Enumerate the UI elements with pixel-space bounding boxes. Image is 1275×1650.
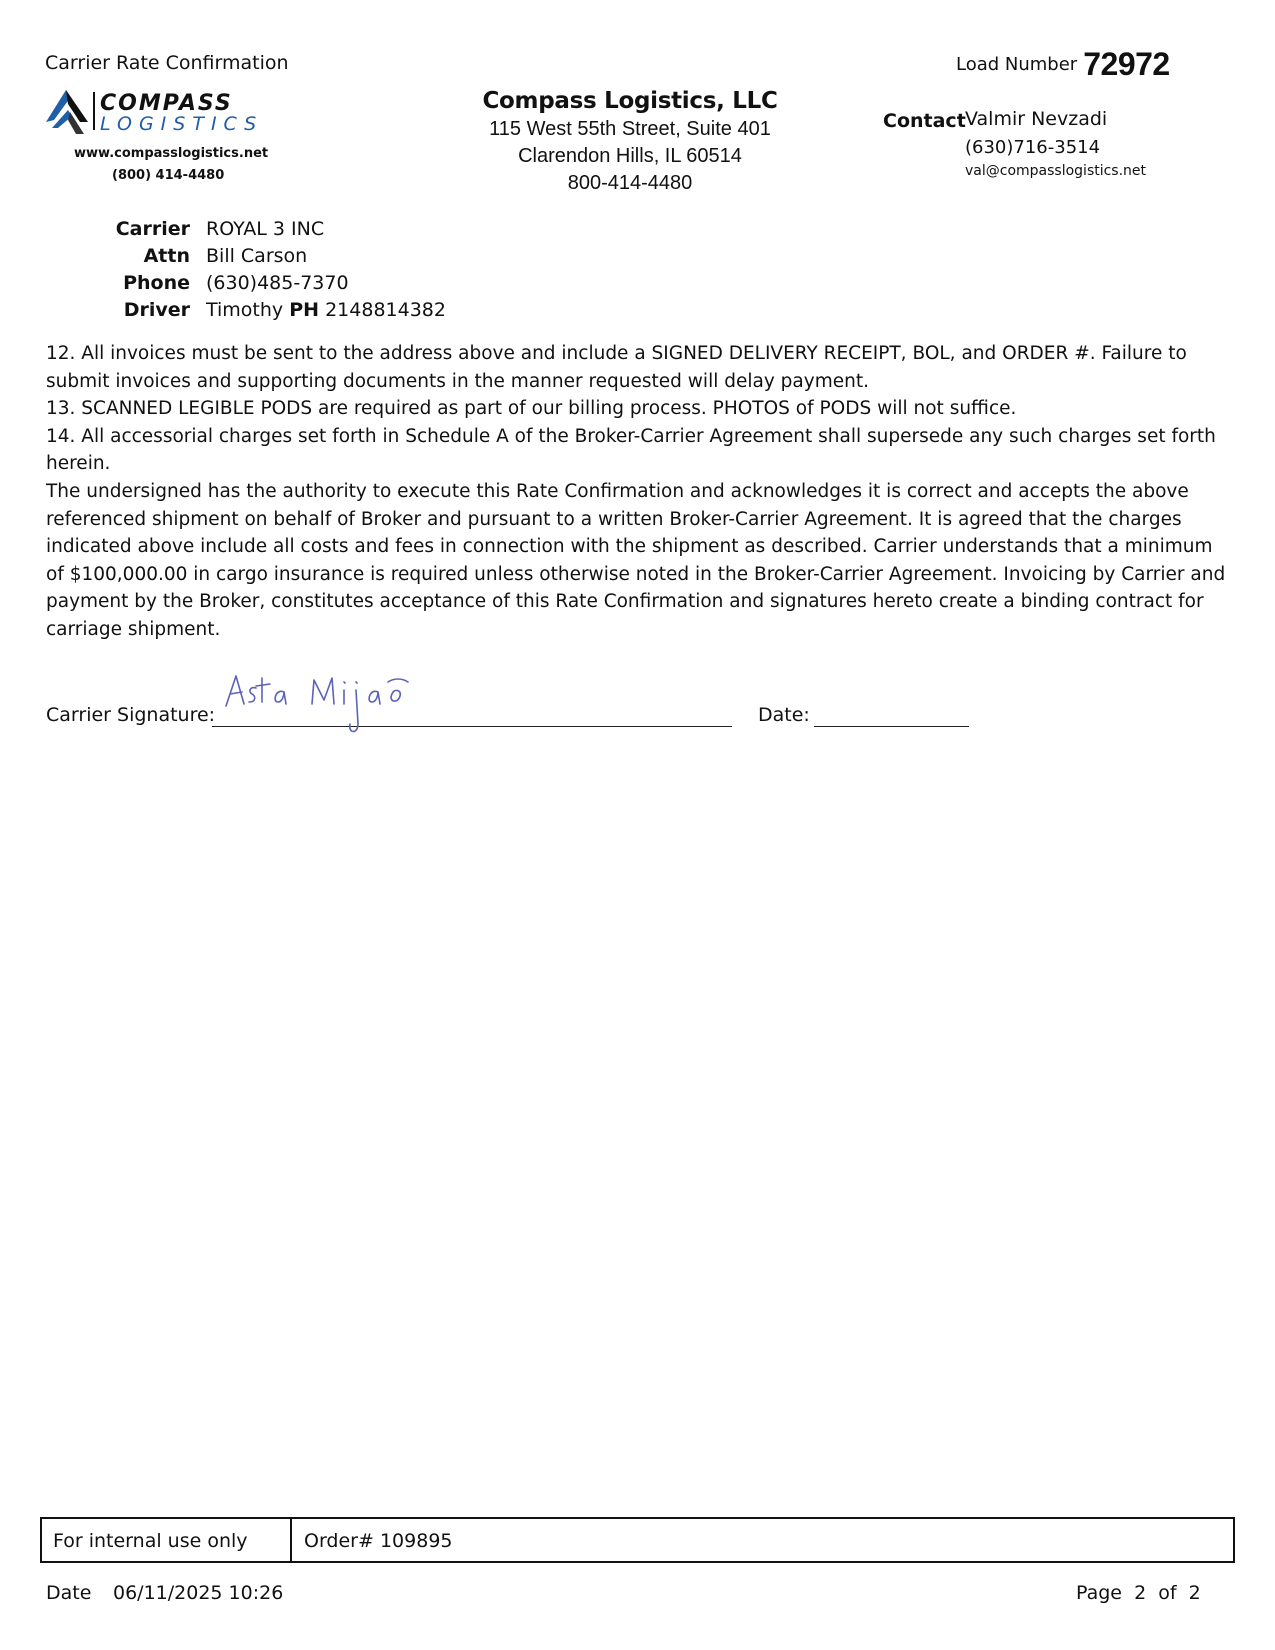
company-phone: 800-414-4480 [567, 172, 693, 194]
driver-name: Timothy [206, 298, 284, 321]
phone-label: Phone [123, 271, 190, 294]
signature-date-label: Date: [758, 704, 810, 726]
footer-date-label: Date [46, 1582, 92, 1604]
contact-name: Valmir Nevzadi [965, 108, 1108, 130]
phone-value: (630)485-7370 [206, 271, 349, 294]
attn-label: Attn [143, 244, 190, 267]
driver-ph-label: PH [289, 298, 320, 321]
footer-date-value: 06/11/2025 10:26 [113, 1582, 284, 1604]
driver-ph-value: 2148814382 [325, 298, 446, 321]
order-number: 109895 [379, 1530, 453, 1552]
contact-email: val@compasslogistics.net [965, 163, 1147, 179]
carrier-label: Carrier [115, 217, 190, 240]
carrier-info-table [100, 215, 446, 323]
terms-section [46, 340, 1226, 644]
term-12: 12. All invoices must be sent to the address above and include a SIGNED DELIVERY RECEIPT, BOL, and ORDER #. Failure to submit invoices and supporting documents in the manner requested will delay payment. [46, 343, 1187, 392]
internal-use-label: For internal use only [42, 1519, 292, 1561]
handwritten-signature [222, 662, 427, 740]
phone-row [100, 269, 446, 296]
load-number-block [956, 46, 1170, 83]
contact-label: Contact [883, 110, 966, 132]
load-number-label: Load Number [956, 54, 1078, 75]
company-address-block [470, 88, 790, 197]
signature-date-line[interactable] [814, 726, 969, 727]
compass-logistics-logo [44, 88, 289, 138]
contact-phone: (630)716-3514 [965, 137, 1101, 158]
logo-word-compass: COMPASS [100, 91, 233, 116]
logo-phone: (800) 414-4480 [112, 168, 225, 183]
carrier-signature-label: Carrier Signature: [46, 704, 216, 726]
driver-label: Driver [123, 298, 190, 321]
internal-use-box [40, 1517, 1235, 1563]
term-13: 13. SCANNED LEGIBLE PODS are required as part of our billing process. PHOTOS of PODS will not suffice. [46, 398, 1017, 420]
page-indicator: Page 2 of 2 [1076, 1582, 1201, 1604]
driver-row [100, 296, 446, 323]
order-number-cell [304, 1530, 453, 1552]
attn-row [100, 242, 446, 269]
load-number-value: 72972 [1083, 46, 1170, 82]
compass-arrow-icon [46, 90, 88, 134]
driver-value [206, 296, 446, 323]
logo-word-logistics: LOGISTICS [100, 113, 264, 135]
logo-website: www.compasslogistics.net [74, 146, 269, 161]
term-14: 14. All accessorial charges set forth in Schedule A of the Broker-Carrier Agreement shall supersede any such charges set forth herein. [46, 425, 1216, 475]
carrier-row [100, 215, 446, 242]
order-label: Order# [304, 1530, 374, 1552]
attn-value: Bill Carson [206, 244, 308, 267]
acknowledgement-paragraph: The undersigned has the authority to execute this Rate Confirmation and acknowledges it is correct and accepts the above referenced shipment on behalf of Broker and pursuant to a written Broker-Carrier Agreement. It is agreed that the charges indicated above include all costs and fees in connection with the shipment as described. Carrier understands that a minimum of $100,000.00 in cargo insurance is required unless otherwise noted in the Broker-Carrier Agreement. Invoicing by Carrier and payment by the Broker, constitutes acceptance of this Rate Confirmation and signatures hereto create a binding contract for carriage shipment. [46, 480, 1226, 640]
carrier-value: ROYAL 3 INC [206, 217, 325, 240]
company-name: Compass Logistics, LLC [482, 88, 778, 114]
company-address-line2: Clarendon Hills, IL 60514 [518, 145, 742, 167]
document-title: Carrier Rate Confirmation [45, 52, 289, 74]
company-address-line1: 115 West 55th Street, Suite 401 [489, 118, 771, 140]
